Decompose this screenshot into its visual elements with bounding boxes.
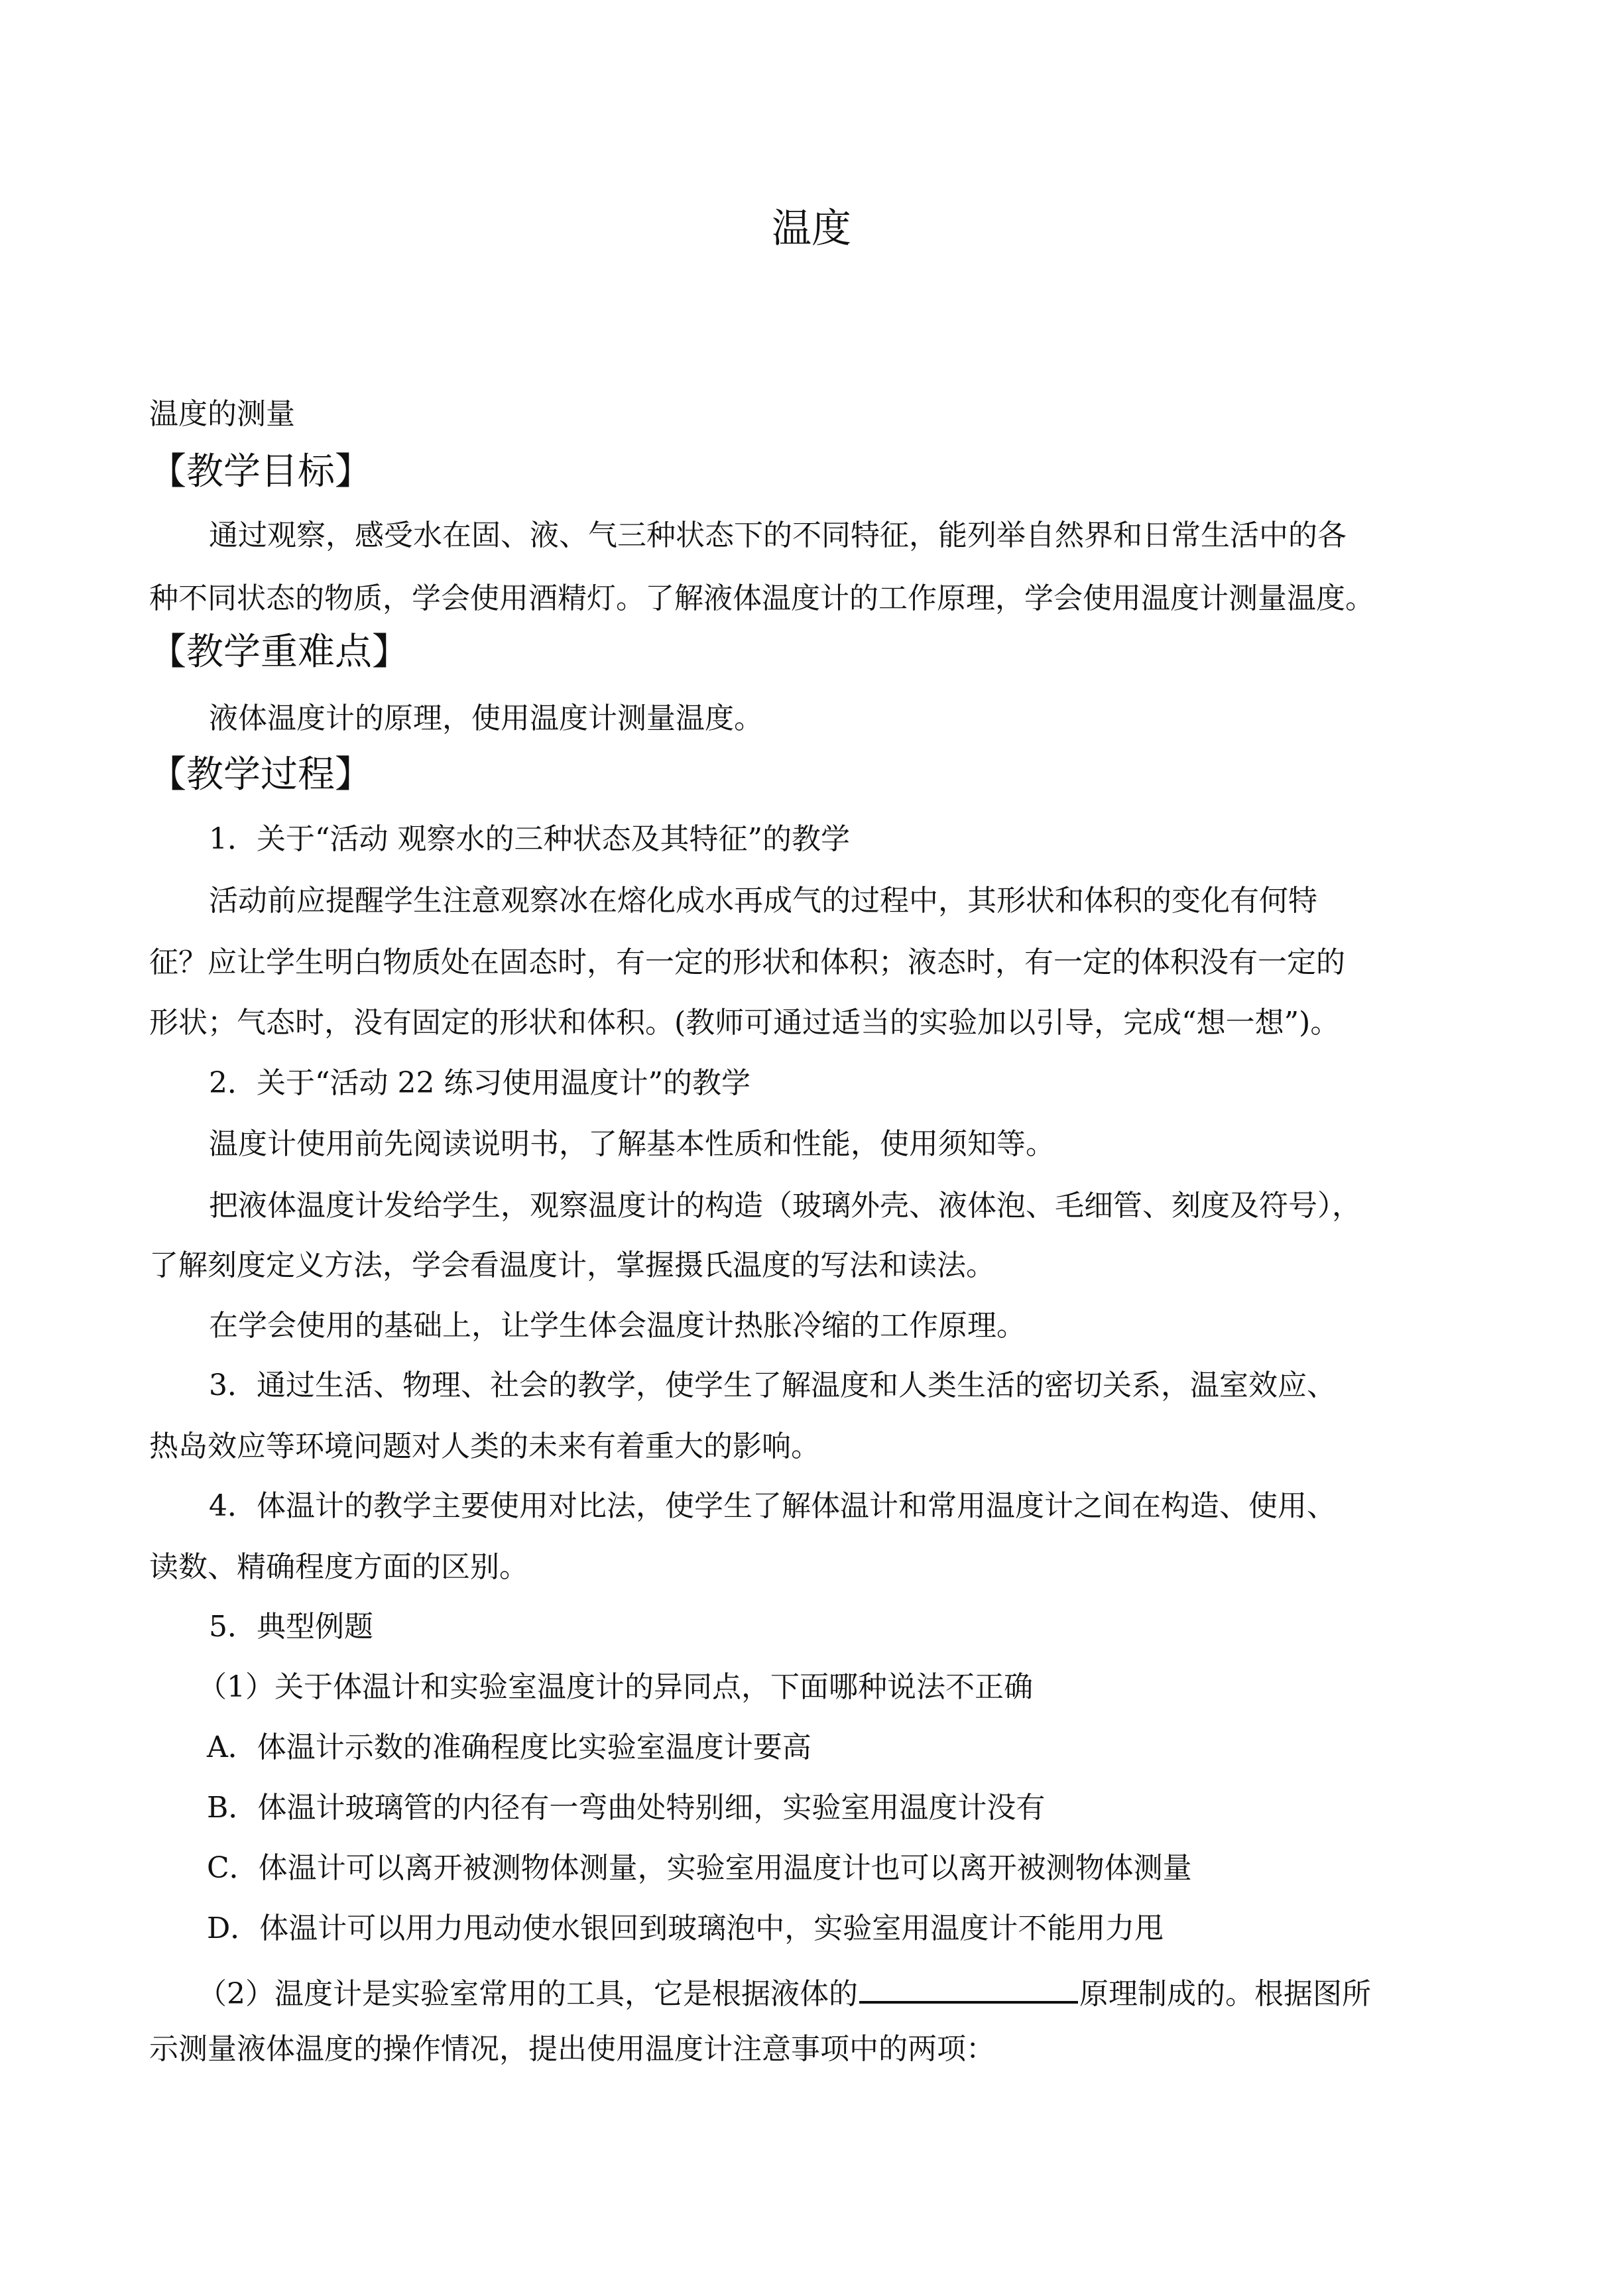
process-item-1-title: 1．关于“活动 观察水的三种状态及其特征”的教学	[209, 822, 850, 856]
question-1-option-d: D．体温计可以用力甩动使水银回到玻璃泡中，实验室用温度计不能用力甩	[207, 1911, 1164, 1945]
key-points-text: 液体温度计的原理，使用温度计测量温度。	[209, 701, 763, 735]
question-1: （1）关于体温计和实验室温度计的异同点，下面哪种说法不正确	[198, 1670, 1033, 1704]
question-2-prefix: （2）温度计是实验室常用的工具，它是根据液体的	[198, 1977, 858, 2011]
process-item-3-line-1: 3．通过生活、物理、社会的教学，使学生了解温度和人类生活的密切关系，温室效应、	[209, 1368, 1336, 1402]
heading-key-points: 【教学重难点】	[149, 631, 409, 674]
process-item-3-line-2: 热岛效应等环境问题对人类的未来有着重大的影响。	[149, 1429, 820, 1463]
heading-objectives: 【教学目标】	[149, 450, 372, 493]
section-title: 温度的测量	[149, 397, 295, 431]
question-2-line-1	[198, 1969, 1371, 2014]
process-item-5-title: 5．典型例题	[209, 1610, 373, 1644]
page-title: 温度	[772, 206, 851, 252]
process-item-2-para-2a: 把液体温度计发给学生，观察温度计的构造（玻璃外壳、液体泡、毛细管、刻度及符号），	[209, 1189, 1361, 1223]
process-item-1-para-3: 形状；气态时，没有固定的形状和体积。(教师可通过适当的实验加以引导，完成“想一想”)。	[149, 1006, 1340, 1040]
process-item-4-line-2: 读数、精确程度方面的区别。	[149, 1550, 528, 1584]
question-1-option-a: A．体温计示数的准确程度比实验室温度计要高	[207, 1730, 812, 1764]
process-item-4-line-1: 4．体温计的教学主要使用对比法，使学生了解体温计和常用温度计之间在构造、使用、	[209, 1489, 1336, 1523]
question-2-suffix: 原理制成的。根据图所	[1079, 1977, 1371, 2011]
objectives-line-1: 通过观察，感受水在固、液、气三种状态下的不同特征，能列举自然界和日常生活中的各	[209, 518, 1347, 552]
process-item-2-para-3: 在学会使用的基础上，让学生体会温度计热胀冷缩的工作原理。	[209, 1309, 1026, 1343]
process-item-2-para-1: 温度计使用前先阅读说明书，了解基本性质和性能，使用须知等。	[209, 1127, 1055, 1161]
process-item-1-para-2: 征？应让学生明白物质处在固态时，有一定的形状和体积；液态时，有一定的体积没有一定的	[149, 945, 1345, 979]
process-item-2-para-2b: 了解刻度定义方法，学会看温度计，掌握摄氏温度的写法和读法。	[149, 1248, 995, 1282]
process-item-1-para-1: 活动前应提醒学生注意观察冰在熔化成水再成气的过程中，其形状和体积的变化有何特	[209, 884, 1317, 918]
heading-process: 【教学过程】	[149, 753, 372, 796]
question-1-option-b: B．体温计玻璃管的内径有一弯曲处特别细，实验室用温度计没有	[207, 1791, 1046, 1825]
process-item-2-title: 2．关于“活动 22 练习使用温度计”的教学	[209, 1066, 751, 1100]
objectives-line-2: 种不同状态的物质，学会使用酒精灯。了解液体温度计的工作原理，学会使用温度计测量温度。	[149, 581, 1374, 615]
answer-blank[interactable]	[859, 1969, 1078, 2004]
question-1-option-c: C．体温计可以离开被测物体测量，实验室用温度计也可以离开被测物体测量	[207, 1851, 1192, 1885]
question-2-line-2: 示测量液体温度的操作情况，提出使用温度计注意事项中的两项：	[149, 2032, 995, 2066]
